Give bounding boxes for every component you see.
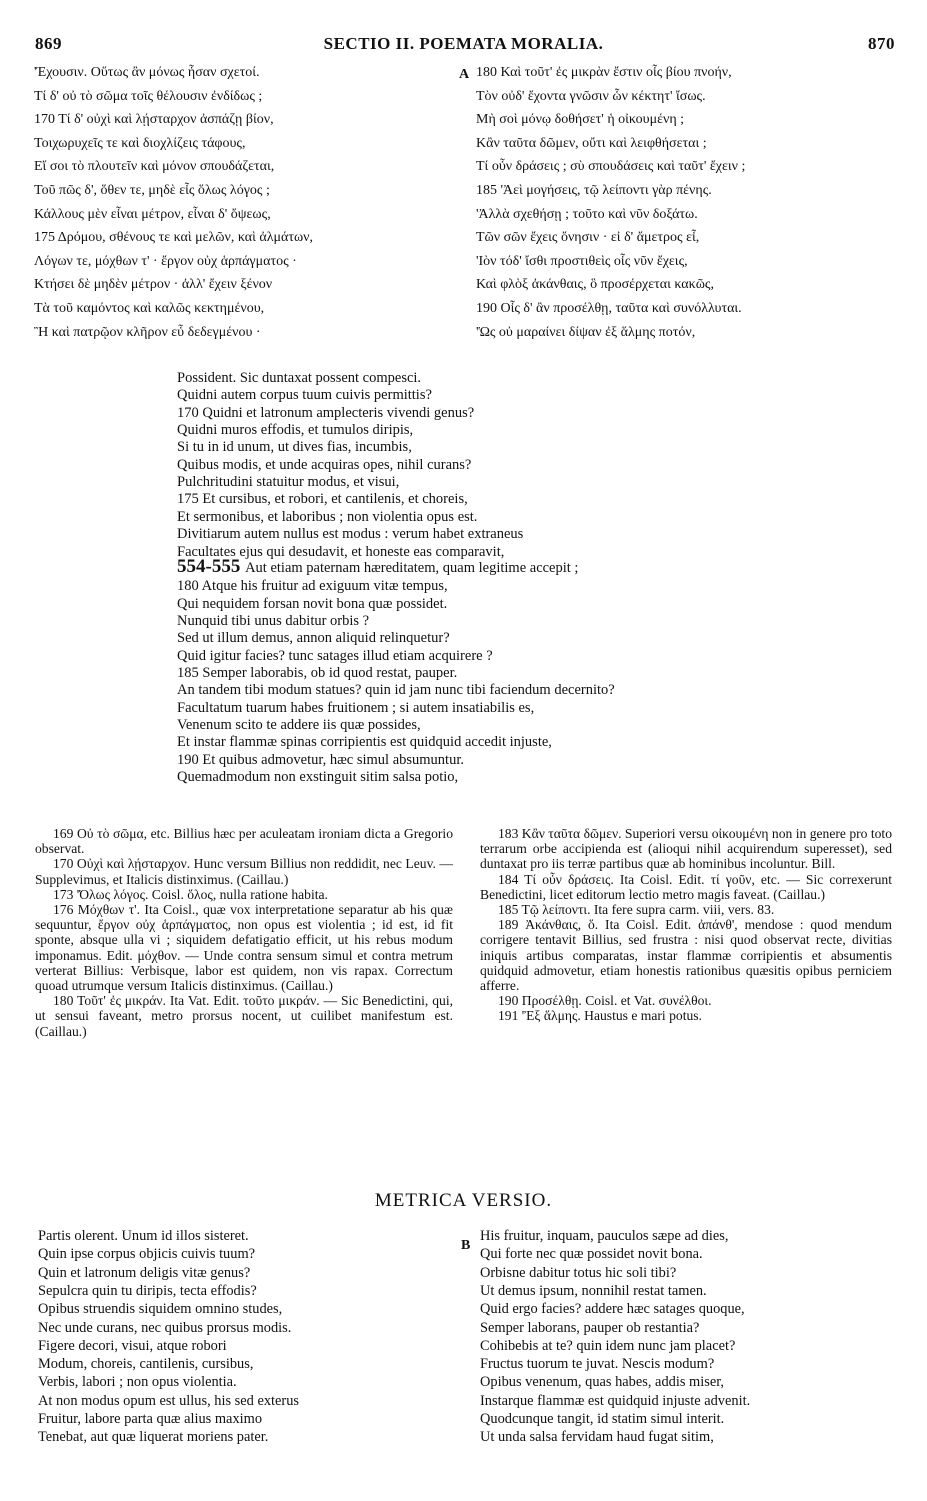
metrica-line: Opibus venenum, quas habes, addis miser, [480,1374,725,1391]
latin-line: Quid igitur facies? tunc satages illud etiam acquirere ? [177,647,493,664]
latin-line: Divitiarum autem nullus est modus : verum habet extraneus [177,526,524,543]
latin-line: Facultates ejus qui desudavit, et honeste eas comparavit, [177,543,505,560]
metrica-line: Ut demus ipsum, nonnihil restat tamen. [480,1282,707,1299]
latin-line: Quemadmodum non exstinguit sitim salsa potio, [177,769,459,786]
greek-verse-line: 'Έχουσιν. Οὕτως ἂν μόνως ἦσαν σχετοί. [34,65,260,80]
section-heading: METRICA VERSIO. [374,1190,553,1211]
metrica-line: Cohibebis at te? quin idem nunc jam placet? [480,1337,736,1354]
metrica-line: Modum, choreis, cantilenis, cursibus, [38,1356,254,1373]
latin-line: 175 Et cursibus, et robori, et cantilenis, et choreis, [177,491,468,508]
page-number-right: 870 [868,34,895,53]
margin-letter-b: B [461,1238,471,1253]
latin-line: Quidni muros effodis, et tumulos diripis, [177,422,414,439]
greek-verse-line: Κἂν ταῦτα δῶμεν, οὔτι καὶ λειφθήσεται ; [476,135,707,151]
greek-verse-line: 185 'Ἀεὶ μογήσεις, τῷ λείποντι γὰρ πένης. [476,183,712,198]
greek-verse-line: 190 Οἷς δ' ἂν προσέλθῃ, ταῦτα καὶ συνόλλυται. [476,301,742,316]
metrica-line: Figere decori, visui, atque robori [38,1337,227,1354]
greek-verse-line: Μὴ σοὶ μόνῳ δοθήσετ' ἡ οἰκουμένη ; [476,112,685,128]
greek-column-right [476,62,896,352]
greek-verse-line: Κτήσει δὲ μηδὲν μέτρον · ἀλλ' ἔχειν ξένον [34,277,273,293]
footnote: 180 Τοῦτ' ἐς μικράν. Ita Vat. Edit. τοῦτο μικράν. — Sic Benedictini, qui, ut sensui faveant, metro prorsus nocent, ut cuilibet manifestum est. (Caillau.) [35,993,453,1039]
latin-line: An tandem tibi modum statues? quin id jam nunc tibi faciendum decernito? [177,682,615,699]
latin-line: 170 Quidni et latronum amplecteris vivendi genus? [177,404,475,421]
greek-verse-line: Τί δ' οὐ τὸ σῶμα τοῖς θέλουσιν ἐνδίδως ; [34,88,263,104]
greek-verse-line: 'Ἀλλὰ σχεθήσῃ ; τοῦτο καὶ νῦν δοξάτω. [476,206,698,222]
greek-verse-line: Τί οὖν δράσεις ; σὺ σπουδάσεις καὶ ταῦτ' ἔχειν ; [476,159,746,175]
latin-line: Et instar flammæ spinas corripientis est quidquid accedit injuste, [177,734,552,751]
latin-line: Si tu in id unum, ut dives fias, incumbis, [177,439,412,456]
greek-verse-line: 175 Δρόμου, σθένους τε καὶ μελῶν, καὶ ἀλμάτων, [34,230,314,246]
metrica-line: Orbisne dabitur totus hic soli tibi? [480,1264,677,1281]
page-number-left: 869 [35,34,62,53]
greek-verse-line: Λόγων τε, μόχθων τ' · ἔργον οὐχ ἁρπάγματος · [34,253,297,269]
notes-right [480,826,892,1024]
latin-line [177,555,579,577]
greek-verse-line: 170 Τί δ' οὐχὶ καὶ λῄσταρχον ἀσπάζῃ βίον, [34,112,274,128]
margin-letter-a: A [459,67,470,82]
greek-verse-line: 'Ὡς οὐ μαραίνει δίψαν ἐξ ἅλμης ποτόν, [476,324,696,340]
footnote: 184 Τί οὖν δράσεις. Ita Coisl. Edit. τί γοῦν, etc. — Sic correxerunt Benedictini, licet editorum lectio metro magis faveat. (Caillau.) [480,871,892,902]
greek-verse-line: Τοιχωρυχεῖς τε καὶ διοχλίζεις τάφους, [34,135,246,151]
footnote: 183 Κἂν ταῦτα δῶμεν. Superiori versu οἰκουμένη non in genere pro toto terrarum orbe accipienda est (alioqui nihil acquirendum superesset), sed duntaxat pro iis terræ partibus quæ ab hominibus incoluntur. Bill. [480,826,892,872]
latin-translation [177,370,877,810]
greek-verse-line: 'Ιὸν τόδ' ἴσθι προστιθεὶς οἷς νῦν ἔχεις, [476,253,688,269]
footnote: 169 Οὐ τὸ σῶμα, etc. Billius hæc per aculeatam ironiam dicta a Gregorio observat. [35,826,453,857]
greek-verse-line: Τὸν οὐδ' ἔχοντα γνῶσιν ὧν κέκτητ' ἴσως. [476,88,706,104]
metrica-line: Quodcunque tangit, id statim simul interit. [480,1411,725,1427]
metrica-line: His fruitur, inquam, pauculos sæpe ad dies, [480,1228,729,1244]
footnote: 170 Οὐχὶ καὶ λῄσταρχον. Hunc versum Billius non reddidit, nec Leuv. — Supplevimus, et Italicis distinximus. (Caillau.) [35,856,453,887]
metrica-line: Quin et latronum deligis vitæ genus? [38,1264,251,1281]
latin-line: Nunquid tibi unus dabitur orbis ? [177,612,370,629]
greek-verse-line: Εἴ σοι τὸ πλουτεῖν καὶ μόνον σπουδάζεται, [34,159,275,175]
metrica-line: Fruitur, labore parta quæ alius maximo [38,1411,263,1427]
metrica-line: Ut unda salsa fervidam haud fugat sitim, [480,1429,714,1446]
metrica-line: At non modus opum est ullus, his sed exterus [38,1392,300,1409]
footnote: 173 'Όλως λόγος. Coisl. ὅλος, nulla ratione habita. [53,886,328,902]
latin-line: Possident. Sic duntaxat possent compesci. [177,370,422,386]
greek-verse-line: 180 Καὶ τοῦτ' ἐς μικρὰν ἔστιν οἷς βίου πνοήν, [476,65,732,80]
latin-line: Quidni autem corpus tuum cuivis permittis? [177,387,432,404]
metrica-right [480,1228,900,1458]
notes-left [35,826,453,1039]
greek-verse-line: Τῶν σῶν ἔχεις ὄνησιν · εἰ δ' ἄμετρος εἶ, [476,230,700,246]
column-marker: 554-555 [177,555,246,577]
greek-column-left [34,62,444,352]
latin-line-text: Aut etiam paternam hæreditatem, quam legitime accepit ; [245,559,579,576]
metrica-line: Instarque flammæ est quidquid injuste advenit. [480,1392,751,1409]
greek-verse-line: Καὶ φλὸξ ἀκάνθαις, ὃ προσέρχεται κακῶς, [476,277,714,293]
latin-line: 190 Et quibus admovetur, hæc simul absumuntur. [177,751,464,768]
greek-verse-line: Τοῦ πῶς δ', ὅθεν τε, μηδὲ εἷς ὅλως λόγος ; [34,183,270,198]
latin-line: Et sermonibus, et laboribus ; non violentia opus est. [177,508,478,525]
latin-line: 180 Atque his fruitur ad exiguum vitæ tempus, [177,578,448,595]
metrica-line: Quid ergo facies? addere hæc satages quoque, [480,1301,745,1318]
metrica-line: Sepulcra quin tu diripis, tecta effodis? [38,1282,257,1299]
footnote: 176 Μόχθων τ'. Ita Coisl., quæ vox interpretatione separatur ab his quæ sequuntur, ἔργον οὐχ ἁρπάγματος, non opus est violentia ; id est, id fit sponte, absque ulla vi ; siquidem defatigatio efficit, ut his rebus modum imponamus. Edit. μόχθον. — Unde contra sensum simul et contra metrum verterat Billius: Verbisque, labor est quidem, non vis rapax. Correctum quoad utrumque versum Italicis distinximus. (Caillau.) [35,902,453,994]
latin-line: Facultatum tuarum habes fruitionem ; si autem insatiabilis es, [177,699,535,716]
footnote: 189 Ἀκάνθαις, ὅ. Ita Coisl. Edit. ἀπάνθ', mendose : quod mendum corrigere tentavit Billius, sed frustra : nisi quod observat recte, divitias iniquis artibus comparatas, instar flammæ corripientis et absumentis quidquid admovetur, etiam honestis rationibus quæsitis opibus perniciem afferre. [480,917,892,994]
greek-verse-line: Ἢ καὶ πατρῷον κλῆρον εὖ δεδεγμένου · [34,324,261,340]
metrica-line: Quin ipse corpus objicis cuivis tuum? [38,1246,256,1263]
footnote: 185 Τῷ λείποντι. Ita fere supra carm. viii, vers. 83. [498,902,775,918]
latin-line: Quibus modis, et unde acquiras opes, nihil curans? [177,456,472,473]
latin-line: Venenum scito te addere iis quæ possides, [177,717,421,733]
metrica-line: Qui forte nec quæ possidet novit bona. [480,1246,703,1263]
latin-line: Sed ut illum demus, annon aliquid relinquetur? [177,630,450,647]
running-title: SECTIO II. POEMATA MORALIA. [323,34,604,53]
metrica-line: Semper laborans, pauper ob restantia? [480,1319,700,1336]
latin-line: Qui nequidem forsan novit bona quæ possidet. [177,595,448,612]
metrica-line: Nec unde curans, nec quibus prorsus modis. [38,1319,292,1336]
metrica-left [38,1228,458,1458]
metrica-line: Verbis, labori ; non opus violentia. [38,1374,237,1391]
footnote: 191 'Ἐξ ἅλμης. Haustus e mari potus. [498,1008,702,1024]
metrica-line: Opibus struendis siquidem omnino studes, [38,1301,283,1318]
metrica-line: Partis olerent. Unum id illos sisteret. [38,1228,249,1244]
metrica-line: Fructus tuorum te juvat. Nescis modum? [480,1356,715,1373]
latin-line: 185 Semper laborabis, ob id quod restat, pauper. [177,664,458,681]
footnote: 190 Προσέλθῃ. Coisl. et Vat. συνέλθοι. [498,993,712,1009]
greek-verse-line: Τὰ τοῦ καμόντος καὶ καλῶς κεκτημένου, [34,301,265,316]
latin-line: Pulchritudini statuitur modus, et visui, [177,474,400,491]
greek-verse-line: Κάλλους μὲν εἶναι μέτρον, εἶναι δ' ὄψεως, [34,206,271,222]
metrica-line: Tenebat, aut quæ liquerat moriens pater. [38,1429,269,1446]
